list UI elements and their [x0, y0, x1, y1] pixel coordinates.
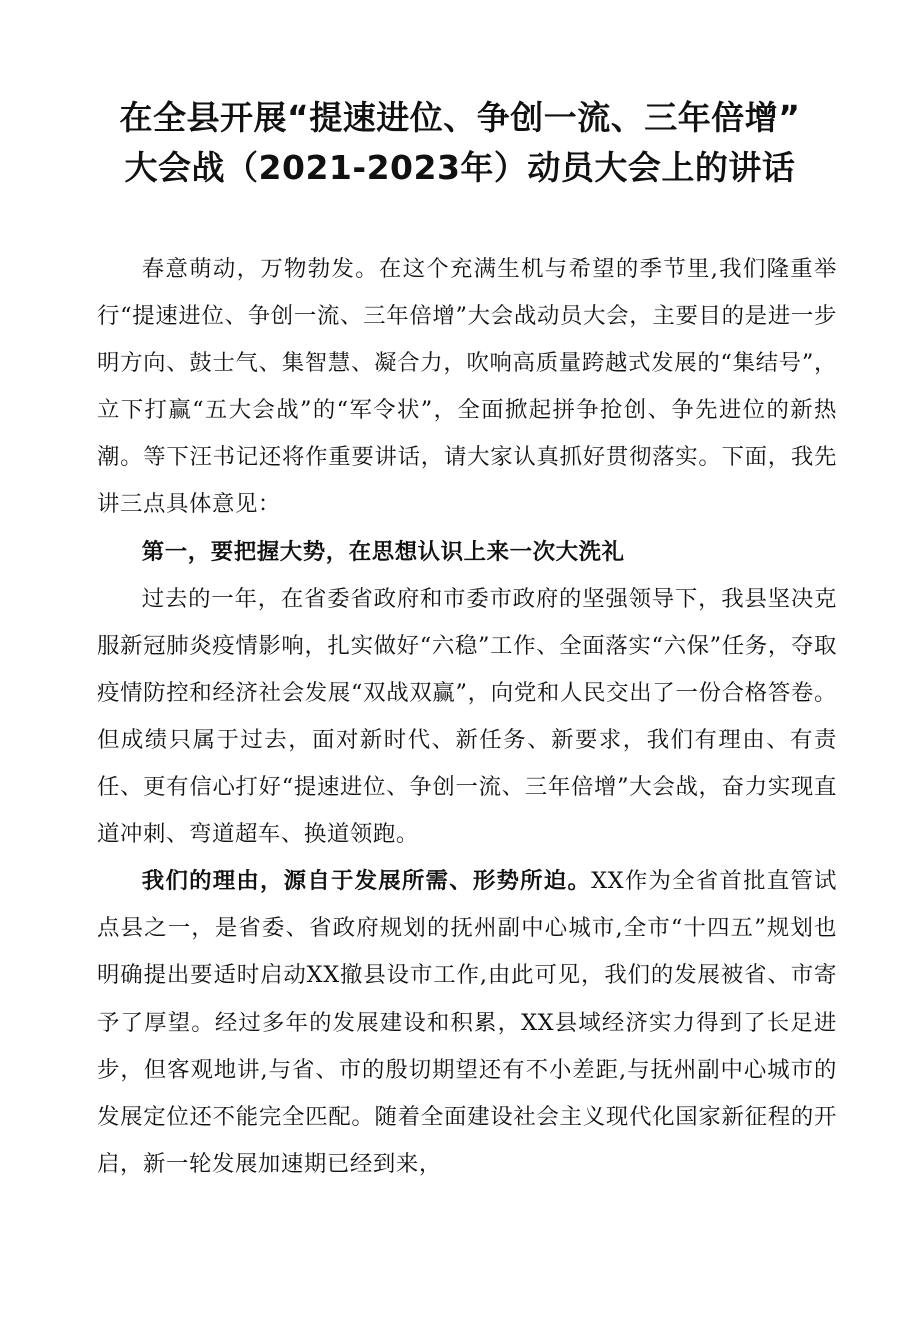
paragraph-2 [97, 858, 837, 1188]
intro-paragraph: 春意萌动，万物勃发。在这个充满生机与希望的季节里,我们隆重举行“提速进位、争创一流、三年倍增”大会战动员大会，主要目的是进一步明方向、鼓士气、集智慧、凝合力，吹响高质量跨越式发展的“集结号”，立下打赢“五大会战”的“军令状”，全面掀起拼争抢创、争先进位的新热潮。等下汪书记还将作重要讲话，请大家认真抓好贯彻落实。下面，我先讲三点具体意见： [97, 256, 837, 518]
section-heading-1: 第一，要把握大势，在思想认识上来一次大洗礼 [141, 538, 625, 565]
paragraph-2-lead: 我们的理由，源自于发展所需、形势所迫。 [141, 868, 592, 895]
paragraph-2-text: XX作为全省首批直管试点县之一，是省委、省政府规划的抚州副中心城市,全市“十四五”规划也明确提出要适时启动XX撤县设市工作,由此可见，我们的发展被省、市寄予了厚望。经过多年的发展建设和积累，XX县域经济实力得到了长足进步，但客观地讲,与省、市的殷切期望还有不小差距,与抚州副中心城市的发展定位还不能完全匹配。随着全面建设社会主义现代化国家新征程的开启，新一轮发展加速期已经到来， [97, 868, 837, 1177]
document-title-line-1: 在全县开展“提速进位、争创一流、三年倍增” [119, 98, 801, 137]
document-body [97, 246, 837, 1188]
document-title-line-2: 大会战（2021-2023年）动员大会上的讲话 [124, 148, 796, 187]
paragraph-1: 过去的一年，在省委省政府和市委市政府的坚强领导下，我县坚决克服新冠肺炎疫情影响，扎实做好“六稳”工作、全面落实“六保”任务，夺取疫情防控和经济社会发展“双战双赢”，向党和人民交出了一份合格答卷。但成绩只属于过去，面对新时代、新任务、新要求，我们有理由、有责任、更有信心打好“提速进位、争创一流、三年倍增”大会战，奋力实现直道冲刺、弯道超车、换道领跑。 [97, 585, 837, 848]
